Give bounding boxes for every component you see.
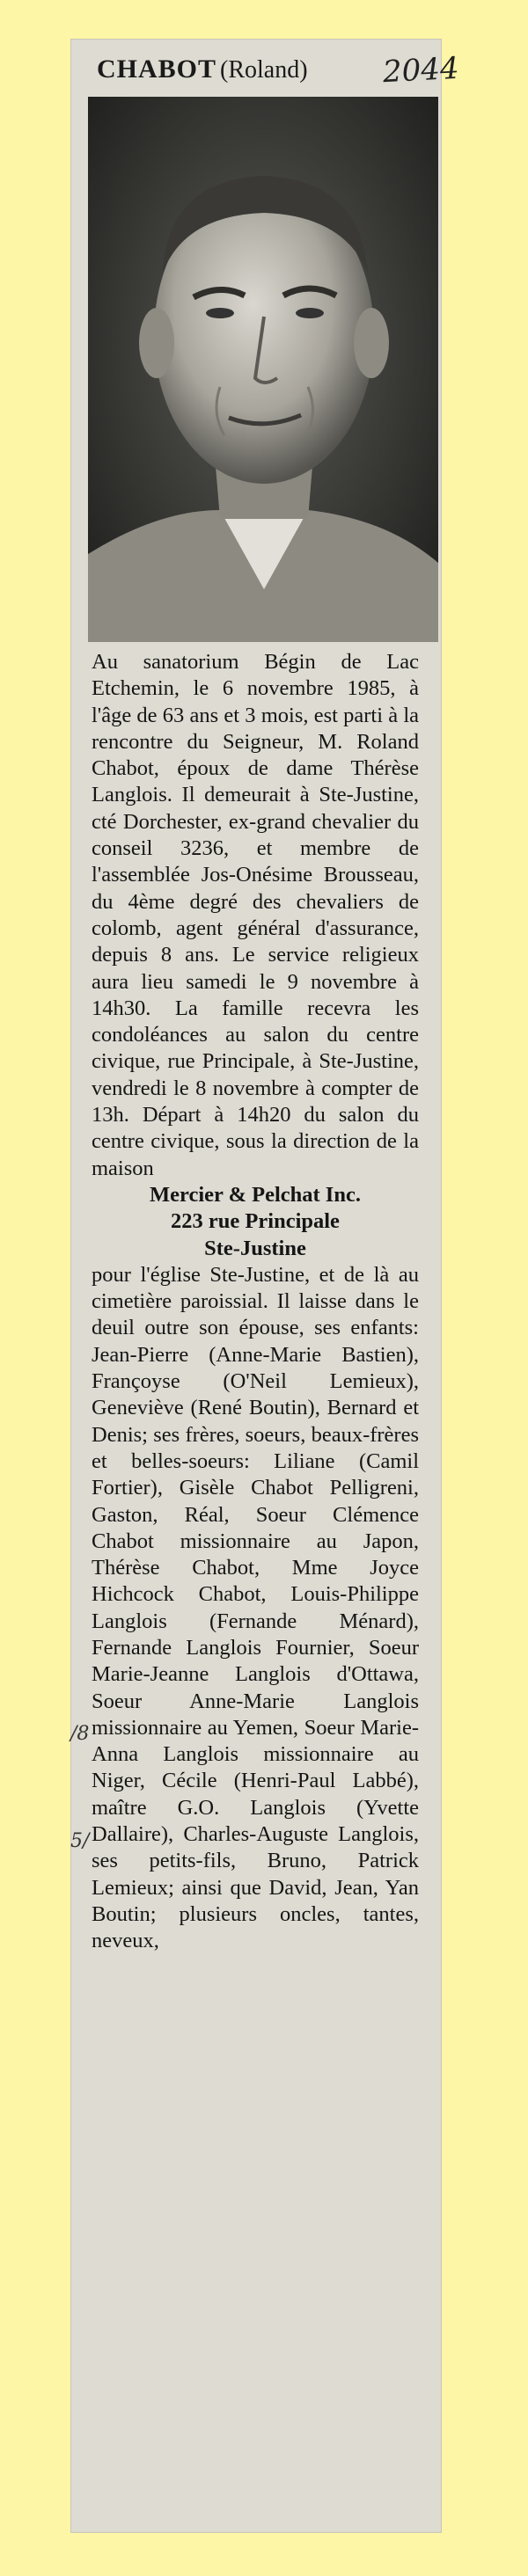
obituary-text xyxy=(92,649,419,1955)
funeral-home-address: 223 rue Principale xyxy=(171,1209,340,1234)
surname: CHABOT xyxy=(97,55,217,84)
handwritten-number: 2044 xyxy=(382,50,460,91)
portrait-photo xyxy=(88,97,438,642)
margin-note-2: 5/ xyxy=(70,1830,90,1852)
obituary-clipping xyxy=(70,39,460,2533)
obituary-paragraph-1: Au sanatorium Bégin de Lac Etchemin, le 6 novembre 1985, à l'âge de 63 ans et 3 mois, est parti à la rencontre du Seigneur, M. Roland Chabot, époux de dame Thérèse Langlois. Il demeurait à Ste-Justine, cté Dorchester, ex-grand chevalier du conseil 3236, et membre de l'assemblée Jos-Onésime Brousseau, du 4ème degré des chevaliers de colomb, agent général d'assurance, depuis 8 ans. Le service religieux aura lieu samedi le 9 novembre à 14h30. La famille recevra les condoléances au salon du centre civique, rue Principale, à Ste-Justine, vendredi le 8 novembre à compter de 13h. Départ à 14h20 du salon du centre civique, sous la direction de la maison xyxy=(92,650,419,1180)
given-name: (Roland) xyxy=(220,56,308,84)
portrait-image xyxy=(88,97,438,642)
margin-note-1: /8 xyxy=(70,1723,90,1745)
funeral-home-city: Ste-Justine xyxy=(204,1236,306,1260)
obituary-paragraph-2: pour l'église Ste-Justine, et de là au cimetière paroissial. Il laisse dans le deuil outre son épouse, ses enfants: Jean-Pierre (Anne-Marie Bastien), Françoyse (O'Neil Lemieux), Geneviève (René Boutin), Bernard et Denis; ses frères, soeurs, beaux-frères et belles-soeurs: Liliane (Camil Fortier), Gisèle Chabot Pelligreni, Gaston, Réal, Soeur Clémence Chabot missionnaire au Japon, Thérèse Chabot, Mme Joyce Hichcock Chabot, Louis-Philippe Langlois (Fernande Ménard), Fernande Langlois Fournier, Soeur Marie-Jeanne Langlois d'Ottawa, Soeur Anne-Marie Langlois missionnaire au Yemen, Soeur Marie-Anna Langlois missionnaire au Niger, Cécile (Henri-Paul Labbé), maître G.O. Langlois (Yvette Dallaire), Charles-Auguste Langlois, ses petits-fils, Bruno, Patrick Lemieux; ainsi que David, Jean, Yan Boutin; plusieurs oncles, tantes, neveux, xyxy=(92,1262,419,1953)
funeral-home-name: Mercier & Pelchat Inc. xyxy=(150,1182,361,1207)
